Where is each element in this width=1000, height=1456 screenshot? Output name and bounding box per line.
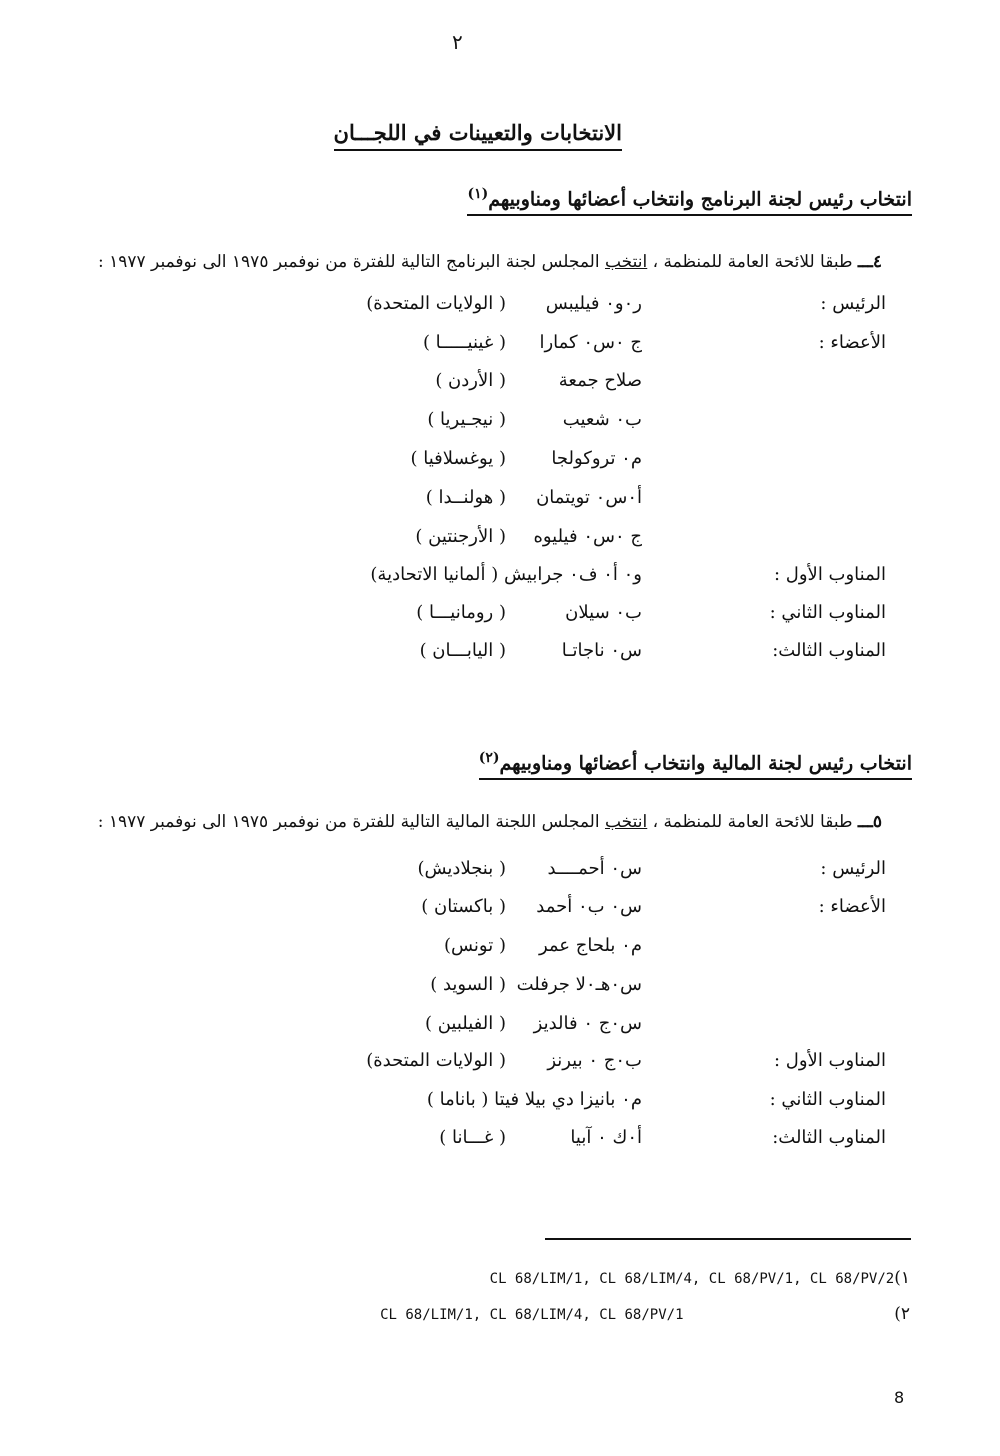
member-name-country: م٠ بانيزا دي بيلا فيتا ( باناما ) (426, 1089, 642, 1110)
section1-para-after: المجلس لجنة البرنامج التالية للفترة من نوفمبر ١٩٧٥ الى نوفمبر ١٩٧٧ : (97, 252, 605, 272)
member-country: ( نيجـيريا ) (427, 409, 506, 430)
role-label: الرئيس : (820, 858, 886, 879)
role-label: المناوب الأول : (774, 1050, 886, 1071)
member-country: ( الأرجنتين ) (415, 526, 506, 547)
member-country: ( بنجلاديش) (417, 858, 506, 879)
section1-row (0, 602, 1000, 630)
section2-row (0, 858, 1000, 886)
footnote-1 (490, 1268, 910, 1288)
section1-row (0, 526, 1000, 554)
member-country: ( الولايات المتحدة) (366, 1050, 506, 1071)
section1-para-underlined: انتخب (604, 252, 648, 272)
member-name: أ٠ك ٠ آبيا (570, 1127, 642, 1148)
member-name: س٠ أحمــــد (547, 858, 642, 879)
role-label: المناوب الثالث: (772, 1127, 886, 1148)
section2-para-before: طبقا للائحة العامة للمنظمة ، (647, 812, 853, 832)
member-name: س٠ ب٠ أحمد (536, 896, 642, 917)
member-name: ج ٠س٠ كمارا (539, 332, 642, 353)
section2-row (0, 1050, 1000, 1078)
member-name: ب٠ سيلان (565, 602, 642, 623)
member-name: س٠ ناجاتـا (561, 640, 642, 661)
role-label: الأعضاء : (818, 332, 886, 353)
member-name: س٠هـ٠لا جرفلت (516, 974, 642, 995)
section1-row (0, 564, 1000, 592)
section2-row (0, 935, 1000, 963)
member-name: ج ٠س٠ فيليوه (533, 526, 642, 547)
section1-row (0, 640, 1000, 668)
section2-footnote-ref: (٢) (478, 750, 500, 766)
footnote-2 (380, 1304, 910, 1324)
section1-heading (467, 186, 912, 216)
member-name: ب٠ شعيب (562, 409, 642, 430)
section1-para-number: ٤ـــ (857, 252, 882, 272)
member-country: ( السويد ) (430, 974, 506, 995)
member-country: ( الفيلبين ) (424, 1013, 506, 1034)
member-country: ( الولايات المتحدة) (366, 293, 506, 314)
member-name-country: و٠ أ٠ ف٠ جرابيش ( ألمانيا الاتحادية) (370, 564, 642, 585)
section2-heading-text: انتخاب رئيس لجنة المالية وانتخاب أعضائها ومناوبيهم (499, 752, 912, 775)
footnote-divider (545, 1238, 911, 1240)
member-country: ( هولنــدا ) (425, 487, 506, 508)
member-name: س٠ج ٠ فالديز (533, 1013, 642, 1034)
member-country: ( غـــانا ) (439, 1127, 506, 1148)
section1-footnote-ref: (١) (467, 186, 489, 202)
footnote-2-mark: (٢ (894, 1304, 910, 1324)
member-name: أ٠س٠ تويتمان (536, 487, 642, 508)
section2-row (0, 974, 1000, 1002)
member-country: ( رومانيـــا ) (416, 602, 506, 623)
role-label: الرئيس : (820, 293, 886, 314)
section2-row (0, 1127, 1000, 1155)
page-number: 8 (894, 1388, 905, 1407)
section2-heading (479, 750, 912, 780)
member-name: م٠ تروكولجا (551, 448, 642, 469)
member-country: ( باكستان ) (421, 896, 506, 917)
section2-para-after: المجلس اللجنة المالية التالية للفترة من نوفمبر ١٩٧٥ الى نوفمبر ١٩٧٧ : (97, 812, 605, 832)
member-country: ( الأردن ) (435, 370, 506, 391)
section1-heading-text: انتخاب رئيس لجنة البرنامج وانتخاب أعضائها ومناوبيهم (488, 188, 912, 211)
section1-para-before: طبقا للائحة العامة للمنظمة ، (647, 252, 853, 272)
member-country: ( تونس) (443, 935, 506, 956)
section2-para-number: ٥ـــ (857, 812, 882, 832)
role-label: المناوب الثالث: (772, 640, 886, 661)
role-label: الأعضاء : (818, 896, 886, 917)
member-name: ر٠و٠ فيليبس (545, 293, 642, 314)
footnote-1-text: CL 68/LIM/1, CL 68/LIM/4, CL 68/PV/1, CL 68/PV/2 (489, 1271, 895, 1287)
section2-row (0, 896, 1000, 924)
section2-row (0, 1089, 1000, 1117)
section2-paragraph (82, 812, 882, 832)
section2-para-underlined: انتخب (604, 812, 648, 832)
section1-paragraph (82, 252, 882, 272)
role-label: المناوب الأول : (774, 564, 886, 585)
role-label: المناوب الثاني : (769, 1089, 886, 1110)
section1-row (0, 409, 1000, 437)
section1-row (0, 370, 1000, 398)
member-name: ب٠ج ٠ بيرنز (547, 1050, 642, 1071)
member-country: ( اليابـــان ) (419, 640, 506, 661)
member-name: صلاح جمعة (558, 370, 642, 391)
page-title: الانتخابات والتعيينات في اللجـــان (334, 120, 622, 151)
role-label: المناوب الثاني : (769, 602, 886, 623)
section1-row (0, 448, 1000, 476)
section2-row (0, 1013, 1000, 1041)
footnote-2-text: CL 68/LIM/1, CL 68/LIM/4, CL 68/PV/1 (380, 1307, 684, 1323)
member-country: ( غينيـــــا ) (422, 332, 506, 353)
section1-row (0, 487, 1000, 515)
member-name: م٠ بلحاج عمر (538, 935, 642, 956)
section1-row (0, 332, 1000, 360)
top-page-number: ٢ (452, 30, 463, 54)
section1-row (0, 293, 1000, 321)
footnote-1-mark: (١ (894, 1268, 910, 1288)
member-country: ( يوغسلافيا ) (410, 448, 506, 469)
